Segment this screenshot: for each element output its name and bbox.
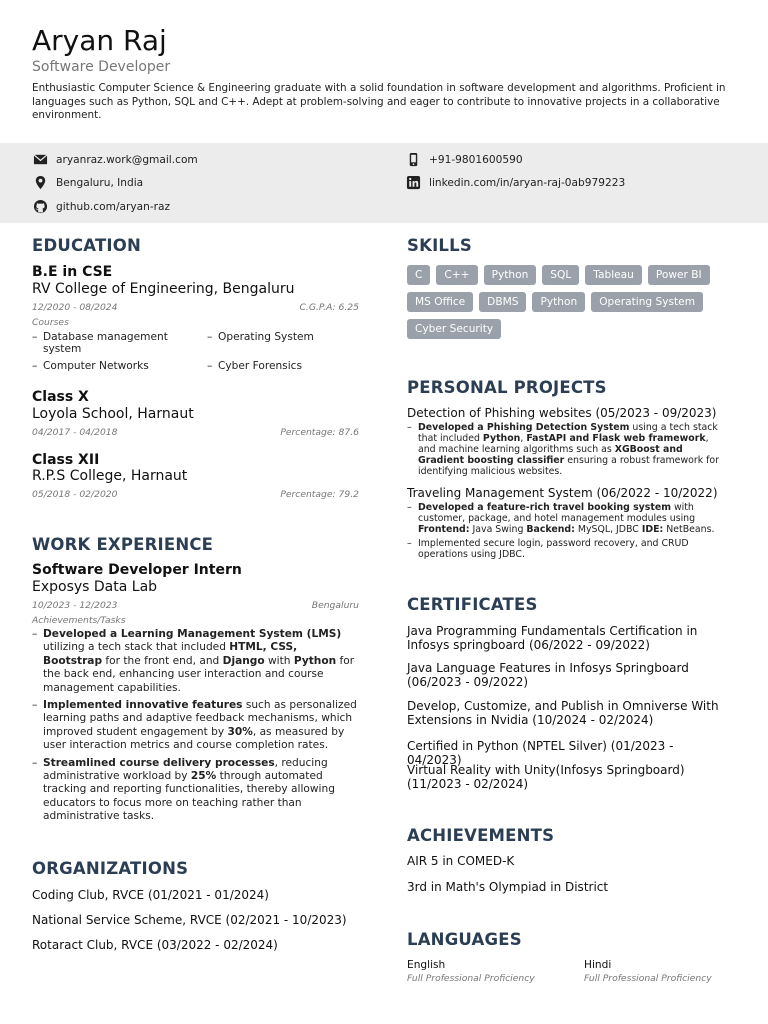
skill-pill: MS Office: [407, 292, 473, 312]
certificate-item: Develop, Customize, and Publish in Omniverse With Extensions in Nvidia (10/2024 - 02/2024): [407, 699, 719, 727]
education-institution: R.P.S College, Harnaut: [32, 468, 188, 484]
contact-bar: [0, 143, 768, 223]
summary-text: Enthusiastic Computer Science & Engineering graduate with a solid foundation in software development and algorithms. Proficient in languages such as Python, SQL and C++. Adept at problem-solving and eager to contribute to innovative projects in a collaborative environment.: [32, 82, 726, 121]
contact-email[interactable]: [33, 152, 198, 167]
organization-item: Rotaract Club, RVCE (03/2022 - 02/2024): [32, 938, 278, 952]
work-bullets: [32, 628, 359, 828]
skill-pill: Operating System: [591, 292, 703, 312]
language-name: English: [407, 959, 446, 971]
work-heading: WORK EXPERIENCE: [32, 535, 214, 554]
linkedin-icon: [406, 175, 421, 190]
courses-list: [32, 331, 359, 372]
envelope-icon: [33, 152, 48, 167]
achievement-item: AIR 5 in COMED-K: [407, 854, 515, 868]
linkedin-text: linkedin.com/in/aryan-raj-0ab979223: [429, 176, 626, 189]
github-text: github.com/aryan-raz: [56, 200, 171, 213]
education-score: Percentage: 79.2: [280, 489, 359, 500]
organizations-heading: ORGANIZATIONS: [32, 859, 189, 878]
skills-list: [407, 265, 727, 339]
course-item: – Operating System: [207, 331, 314, 343]
education-heading: EDUCATION: [32, 236, 141, 255]
certificate-item: Java Programming Fundamentals Certification in Infosys springboard (06/2022 - 09/2022): [407, 624, 698, 652]
contact-location: [33, 175, 143, 190]
language-level: Full Professional Proficiency: [584, 973, 712, 984]
work-company: Exposys Data Lab: [32, 579, 158, 595]
resume-header: [32, 24, 732, 123]
candidate-name: Aryan Raj: [32, 24, 167, 57]
github-icon: [33, 199, 48, 214]
project-bullet: – Developed a feature-rich travel booking system with customer, package, and hotel management modules using Frontend: Java Swing Backend: MySQL, JDBC IDE: NetBeans.: [407, 502, 715, 535]
education-dates: 05/2018 - 02/2020: [32, 489, 118, 500]
work-bullet: – Developed a Learning Management System (LMS) utilizing a tech stack that included HTML, CSS, Bootstrap for the front end, and Django with Python for the back end, enhancing user interaction and course management capabilities.: [32, 628, 355, 694]
projects-heading: PERSONAL PROJECTS: [407, 378, 607, 397]
certificate-item: Certified in Python (NPTEL Silver) (01/2023 - 04/2023): [407, 739, 674, 767]
contact-linkedin[interactable]: [406, 175, 625, 190]
achievements-heading: ACHIEVEMENTS: [407, 826, 555, 845]
education-degree: B.E in CSE: [32, 264, 113, 280]
project-bullet: – Implemented secure login, password recovery, and CRUD operations using JDBC.: [407, 538, 689, 560]
languages-heading: LANGUAGES: [407, 930, 522, 949]
certificate-item: Java Language Features in Infosys Springboard (06/2023 - 09/2022): [407, 661, 689, 689]
work-label: Achievements/Tasks: [32, 615, 126, 626]
language-name: Hindi: [584, 959, 612, 971]
skill-pill: Python: [484, 265, 537, 285]
skill-pill: SQL: [542, 265, 579, 285]
education-meta: [32, 489, 359, 500]
education-meta: [32, 302, 359, 313]
education-institution: Loyola School, Harnaut: [32, 406, 194, 422]
skill-pill: Power BI: [648, 265, 710, 285]
work-meta: [32, 600, 359, 611]
certificates-heading: CERTIFICATES: [407, 595, 538, 614]
achievement-item: 3rd in Math's Olympiad in District: [407, 880, 609, 894]
map-pin-icon: [33, 175, 48, 190]
education-degree: Class XII: [32, 452, 100, 468]
project-bullet: – Developed a Phishing Detection System using a tech stack that included Python, FastAPI and Flask web framework, and machine learning algorithms such as XGBoost and Gradient boosting classifier ensuring a robust framework for identifying malicious websites.: [407, 422, 720, 477]
project-bullets: [407, 422, 719, 480]
email-text: aryanraz.work@gmail.com: [56, 153, 198, 166]
work-bullet: – Implemented innovative features such as personalized learning paths and adaptive feedback mechanisms, which improved student engagement by 30%, as measured by user interaction metrics and course completion rates.: [32, 699, 357, 752]
skills-heading: SKILLS: [407, 236, 472, 255]
education-dates: 04/2017 - 04/2018: [32, 427, 118, 438]
education-dates: 12/2020 - 08/2024: [32, 302, 118, 313]
course-item: – Cyber Forensics: [207, 360, 302, 372]
skill-pill: Cyber Security: [407, 319, 501, 339]
contact-github[interactable]: [33, 199, 170, 214]
work-role: Software Developer Intern: [32, 562, 242, 578]
certificate-item: Virtual Reality with Unity(Infosys Springboard) (11/2023 - 02/2024): [407, 763, 685, 791]
project-bullets: [407, 502, 719, 563]
skill-pill: DBMS: [479, 292, 526, 312]
candidate-role: Software Developer: [32, 59, 171, 75]
location-text: Bengaluru, India: [56, 176, 144, 189]
education-meta: [32, 427, 359, 438]
language-level: Full Professional Proficiency: [407, 973, 535, 984]
education-institution: RV College of Engineering, Bengaluru: [32, 281, 295, 297]
education-score: Percentage: 87.6: [280, 427, 359, 438]
skill-pill: Tableau: [585, 265, 642, 285]
phone-text: +91-9801600590: [429, 153, 523, 166]
contact-phone[interactable]: [406, 152, 523, 167]
skill-pill: C: [407, 265, 430, 285]
education-score: C.G.P.A: 6.25: [299, 302, 359, 313]
courses-label: Courses: [32, 317, 69, 328]
work-bullet: – Streamlined course delivery processes, reducing administrative workload by 25% through automated tracking and reporting functionalities, thereby allowing educators to focus more on teaching rather than administrative tasks.: [32, 756, 335, 823]
organization-item: National Service Scheme, RVCE (02/2021 - 10/2023): [32, 913, 347, 927]
course-item: – Computer Networks: [32, 360, 149, 372]
course-item: – Database management system: [32, 331, 168, 355]
skill-pill: Python: [532, 292, 585, 312]
work-location: Bengaluru: [311, 600, 359, 611]
education-degree: Class X: [32, 389, 89, 405]
phone-icon: [406, 152, 421, 167]
organization-item: Coding Club, RVCE (01/2021 - 01/2024): [32, 888, 269, 902]
work-dates: 10/2023 - 12/2023: [32, 600, 118, 611]
project-title: Traveling Management System (06/2022 - 10/2022): [407, 486, 718, 500]
skill-pill: C++: [436, 265, 477, 285]
project-title: Detection of Phishing websites (05/2023 - 09/2023): [407, 406, 717, 420]
